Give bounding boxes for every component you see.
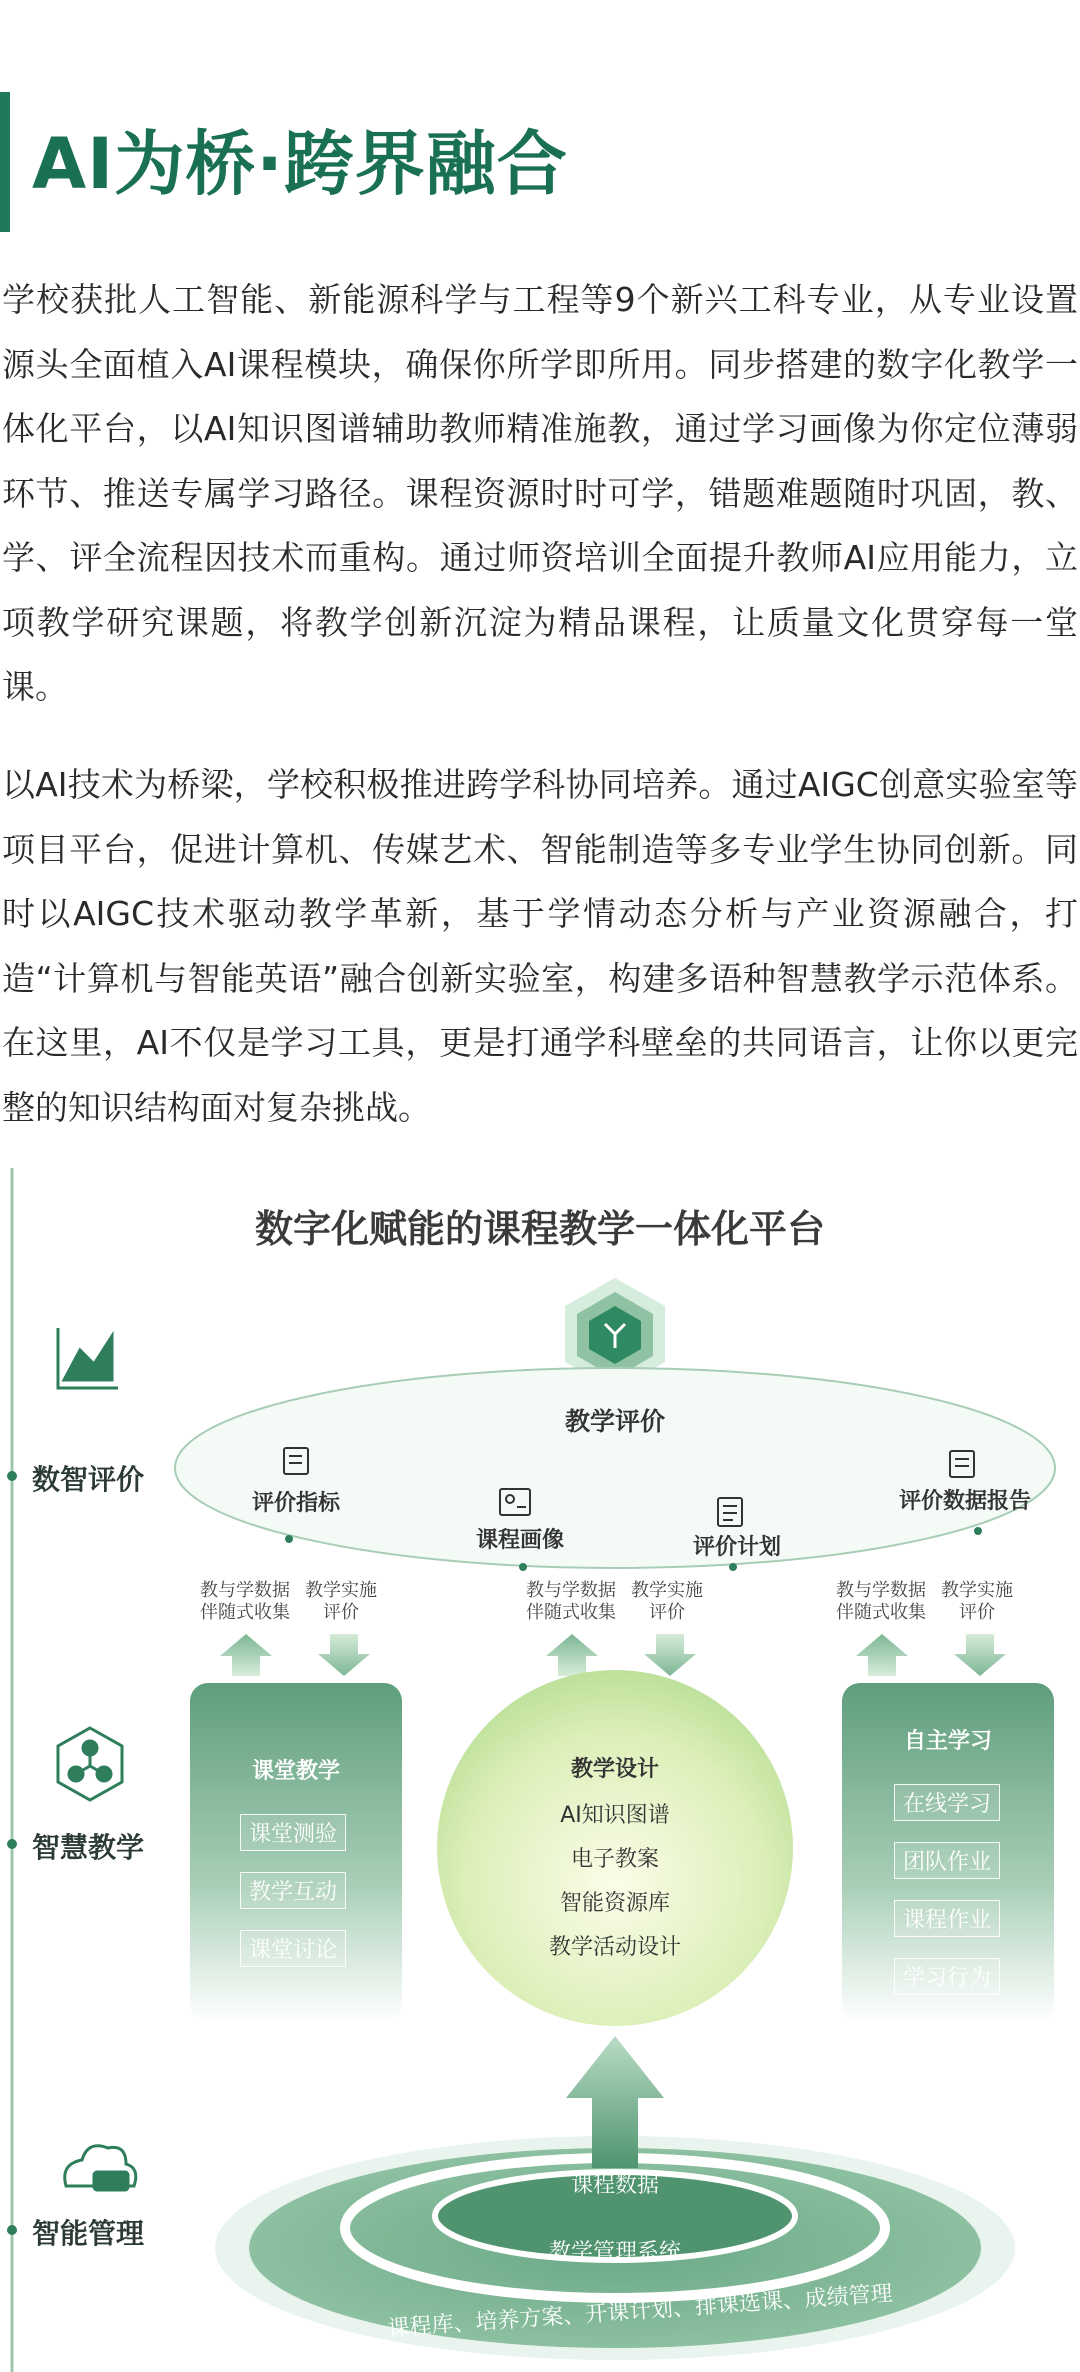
section-heading: AI为桥·跨界融合 [32, 123, 568, 205]
self-study-item-behavior: 学习行为 [894, 1958, 1000, 1995]
classroom-item-interaction: 教学互动 [240, 1872, 346, 1909]
arrow-down-label-left: 教学实施 评价 [305, 1580, 377, 1623]
design-item-resource-library: 智能资源库 [559, 1891, 670, 1916]
eval-node-course-profile: 课程画像 [475, 1528, 564, 1553]
classroom-panel-title: 课堂教学 [251, 1759, 340, 1784]
arrow-down-label-center: 教学实施 评价 [631, 1580, 703, 1623]
platform-diagram [0, 1168, 1080, 2372]
diagram-title: 数字化赋能的课程教学一体化平台 [254, 1207, 825, 1251]
level-label-management: 智能管理 [32, 2217, 145, 2250]
level-label-evaluation: 数智评价 [32, 1463, 145, 1496]
management-outer-label: 课程库、培养方案、开课计划、排课选课、成绩管理 [386, 2281, 894, 2342]
arrow-up-label-right: 教与学数据 伴随式收集 [836, 1580, 926, 1623]
level-label-teaching: 智慧教学 [32, 1831, 145, 1864]
self-study-item-homework: 课程作业 [894, 1900, 1000, 1937]
arrow-up-label-left: 教与学数据 伴随式收集 [200, 1580, 290, 1623]
management-inner-label: 课程数据 [570, 2173, 659, 2198]
management-middle-label: 教学管理系统 [548, 2240, 681, 2265]
arrow-up-label-center: 教与学数据 伴随式收集 [526, 1580, 616, 1623]
self-study-panel-title: 自主学习 [903, 1729, 992, 1754]
paragraph-2: 以AI技术为桥梁，学校积极推进跨学科协同培养。通过AIGC创意实验室等项目平台，促进计算机、传媒艺术、智能制造等多专业学生协同创新。同时以AIGC技术驱动教学革新，基于学情动态分析与产业资源融合，打造“计算机与智能英语”融合创新实验室，构建多语种智慧教学示范体系。在这里，AI不仅是学习工具，更是打通学科壁垒的共同语言，让你以更完整的知识结构面对复杂挑战。 [2, 765, 1078, 1127]
design-item-activity-design: 教学活动设计 [548, 1935, 681, 1960]
heading-accent-bar [0, 92, 10, 232]
arrow-down-label-right: 教学实施 评价 [941, 1580, 1013, 1623]
eval-node-data-report: 评价数据报告 [898, 1489, 1031, 1514]
self-study-item-online: 在线学习 [894, 1784, 1000, 1821]
eval-node-plan: 评价计划 [692, 1535, 781, 1560]
self-study-item-team: 团队作业 [894, 1842, 1000, 1879]
classroom-item-quiz: 课堂测验 [240, 1814, 346, 1851]
design-title: 教学设计 [570, 1757, 659, 1782]
evaluation-center-label: 教学评价 [564, 1407, 665, 1436]
design-item-knowledge-graph: AI知识图谱 [560, 1803, 670, 1828]
classroom-item-discussion: 课堂讨论 [240, 1930, 346, 1967]
design-item-lesson-plan: 电子教案 [570, 1847, 659, 1872]
eval-node-indicators: 评价指标 [251, 1491, 340, 1516]
paragraph-1: 学校获批人工智能、新能源科学与工程等9个新兴工科专业，从专业设置源头全面植入AI课程模块，确保你所学即所用。同步搭建的数字化教学一体化平台，以AI知识图谱辅助教师精准施教，通过学习画像为你定位薄弱环节、推送专属学习路径。课程资源时时可学，错题难题随时巩固，教、学、评全流程因技术而重构。通过师资培训全面提升教师AI应用能力，立项教学研究课题，将教学创新沉淀为精品课程，让质量文化贯穿每一堂课。 [2, 280, 1078, 706]
